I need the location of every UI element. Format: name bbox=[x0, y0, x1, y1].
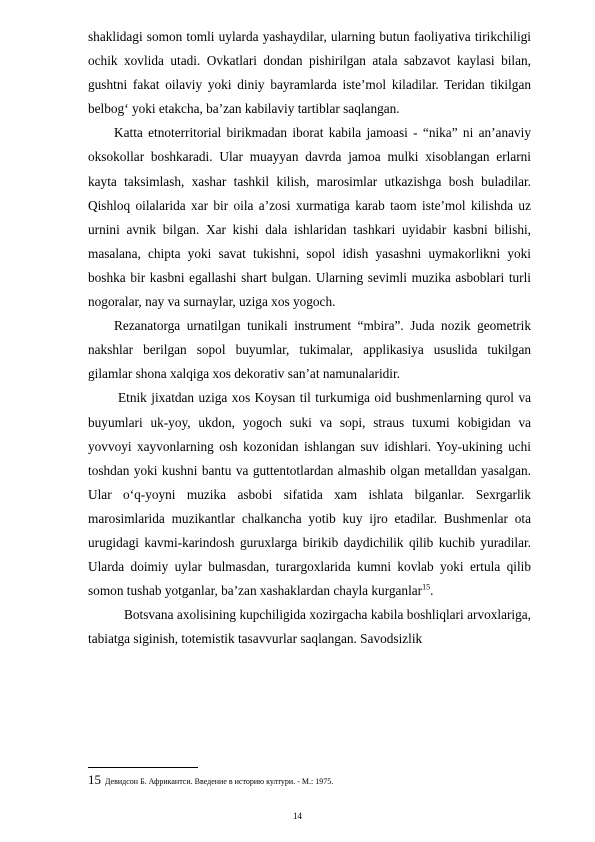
page-number: 14 bbox=[293, 811, 302, 821]
footnote-number: 15 bbox=[88, 772, 101, 787]
footnote-reference[interactable]: 15 bbox=[422, 582, 431, 592]
paragraph-5: Botsvana axolisining kupchiligida xozirgacha kabila boshliqlari arvoxlariga, tabiatga siginish, totemistik tasavvurlar saqlangan. Savodsizlik bbox=[88, 607, 531, 647]
paragraph-2: Katta etnoterritorial birikmadan iborat kabila jamoasi - “nika” ni an’anaviy oksokollar boshkaradi. Ular muayyan davrda jamoa mulki xisoblangan erlarni kayta taksimlash, xashar tashkil kilish, marosimlar utkazishga bosh buladilar. Qishloq oilalarida xar bir oila a’zosi xurmatiga karab taom iste’mol kilishda uz urnini avnik bilgan. Xar kishi dala ishlaridan tashkari uyidabir kasbni bilishi, masalana, chipta yoki savat tukishni, sopol idish yasashni uymakorlikni yoki boshka bir kasbni egallashi shart bulgan. Ularning sevimli muzika asboblari turli nogoralar, nay va surnaylar, uziga xos yogoch. bbox=[88, 125, 531, 310]
paragraph-4-text: Etnik jixatdan uziga xos Koysan til turkumiga oid bushmenlarning qurol va buyumlari uk-yoy, ukdon, yogoch suki va sopi, straus tuxumi kobigidan va yovvoyi xayvonlarning osh kozonidan ishlangan suv idishlari. Yoy-ukining uchi toshdan yoki kushni bantu va guttentotlardan almashib olgan metalldan yasalgan. Ular o‘q-yoyni muzika asbobi sifatida xam ishlata bilganlar. Sexrgarlik marosimlarida muzikantlar chalkancha yotib kuy ijro etadilar. Bushmenlar ota urugidagi kavmi-karindosh guruxlarga birikib daydichilik qilib kuchib yuradilar. Ularda doimiy uylar bulmasdan, turargoxlarida kumni kovlab yoki ertula qilib somon tushab yotganlar, ba’zan xashaklardan chayla kurganlar bbox=[88, 390, 531, 599]
footnote bbox=[88, 771, 531, 790]
paragraph-3: Rezanatorga urnatilgan tunikali instrument “mbira”. Juda nozik geometrik nakshlar berilgan sopol buyumlar, tukimalar, applikasiya ususlida tukilgan gilamlar shona xalqiga xos dekorativ san’at namunalaridir. bbox=[88, 318, 531, 382]
document-body bbox=[88, 25, 531, 651]
paragraph-1: shaklidagi somon tomli uylarda yashaydilar, ularning butun faoliyativa tirikchiligi ochik xovlida utadi. Ovkatlari dondan pishirilgan atala sabzavot kaylasi bilan, gushtni fakat oilaviy yoki diniy bayramlarda iste’mol kiladilar. Teridan tikilgan belbog‘ yoki etakcha, ba’zan kabilaviy tartiblar saqlangan. bbox=[88, 29, 531, 117]
footnote-text: Девидсон Б. Африкантси. Введение в историю култури. - M.: 1975. bbox=[105, 777, 334, 786]
paragraph-4 bbox=[88, 386, 531, 603]
footnote-separator bbox=[88, 767, 198, 768]
paragraph-4-trailing: . bbox=[430, 583, 434, 599]
